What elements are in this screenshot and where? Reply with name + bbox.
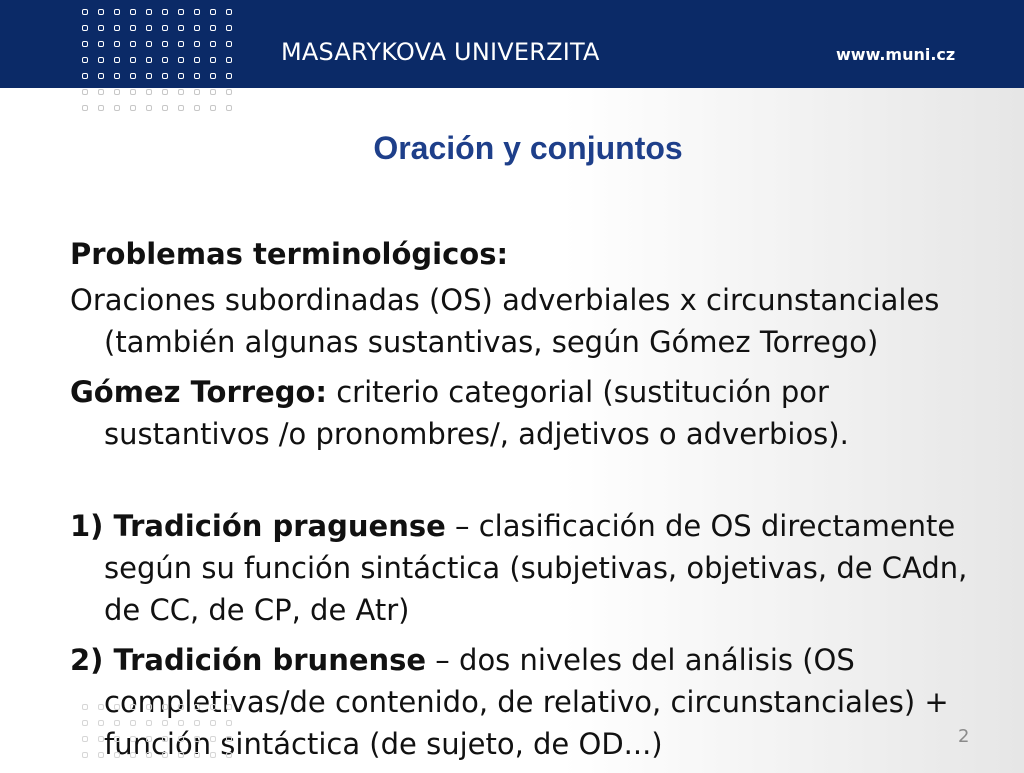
logo-dot: [146, 41, 152, 47]
logo-dot: [210, 9, 216, 15]
logo-dot: [178, 736, 184, 742]
logo-dot: [178, 704, 184, 710]
logo-dot: [194, 736, 200, 742]
logo-dot: [178, 720, 184, 726]
logo-dot: [146, 25, 152, 31]
logo-dot: [162, 752, 168, 758]
logo-dot: [114, 704, 120, 710]
logo-dot: [178, 89, 184, 95]
header-bar: [0, 0, 1024, 88]
logo-dot: [210, 720, 216, 726]
logo-dot: [162, 25, 168, 31]
university-url[interactable]: www.muni.cz: [836, 45, 956, 64]
logo-dot: [194, 720, 200, 726]
logo-dot: [210, 105, 216, 111]
logo-dot: [82, 25, 88, 31]
logo-dot: [146, 57, 152, 63]
logo-dot: [114, 25, 120, 31]
logo-dot: [114, 9, 120, 15]
logo-dot: [194, 57, 200, 63]
logo-dot: [114, 105, 120, 111]
logo-dot: [194, 704, 200, 710]
logo-dot: [210, 89, 216, 95]
logo-dot: [226, 57, 232, 63]
paragraph-text: criterio categorial (sustitución por sustantivos /o pronombres/, adjetivos o adverbios).: [104, 375, 849, 451]
logo-dot: [210, 73, 216, 79]
logo-dot: [194, 89, 200, 95]
logo-dot: [82, 73, 88, 79]
logo-dot: [162, 57, 168, 63]
logo-dot: [226, 752, 232, 758]
logo-dot: [146, 752, 152, 758]
logo-dot: [146, 720, 152, 726]
logo-dot: [194, 105, 200, 111]
paragraph-tradicion-praguense: [70, 505, 985, 631]
logo-dot: [114, 73, 120, 79]
paragraph-bold: 1) Tradición praguense: [70, 509, 446, 543]
logo-dot: [194, 9, 200, 15]
logo-dot: [162, 736, 168, 742]
logo-dot: [178, 25, 184, 31]
logo-dot: [162, 105, 168, 111]
logo-dot: [82, 9, 88, 15]
logo-dot: [114, 41, 120, 47]
logo-dot: [82, 41, 88, 47]
logo-dot: [98, 105, 104, 111]
logo-dot: [226, 41, 232, 47]
logo-dot: [146, 736, 152, 742]
logo-dot: [178, 105, 184, 111]
logo-dot: [98, 720, 104, 726]
paragraph-subordinate-clauses: [70, 279, 985, 363]
logo-dot: [226, 704, 232, 710]
logo-dot: [210, 41, 216, 47]
logo-dot: [98, 9, 104, 15]
logo-dot: [82, 89, 88, 95]
logo-dot: [114, 89, 120, 95]
page-number: 2: [958, 726, 970, 747]
logo-dot: [210, 57, 216, 63]
university-name: MASARYKOVA UNIVERZITA: [281, 38, 600, 66]
paragraph-text: Oraciones subordinadas (OS) adverbiales x circunstanciales (también algunas sustantivas, según Gómez Torrego): [70, 283, 940, 359]
logo-dot: [130, 9, 136, 15]
logo-dot: [210, 736, 216, 742]
logo-dot: [98, 736, 104, 742]
logo-dot: [98, 704, 104, 710]
logo-dot: [210, 704, 216, 710]
logo-dot: [146, 89, 152, 95]
logo-dot: [226, 89, 232, 95]
logo-dot: [210, 752, 216, 758]
slide-title: Oración y conjuntos: [373, 130, 683, 166]
logo-dot: [226, 105, 232, 111]
logo-dot: [210, 25, 216, 31]
footer-dot-grid: [78, 700, 238, 760]
logo-dot: [130, 41, 136, 47]
logo-dot: [178, 73, 184, 79]
logo-dot: [114, 720, 120, 726]
logo-dot: [98, 73, 104, 79]
logo-dot: [194, 73, 200, 79]
logo-dot: [146, 105, 152, 111]
logo-dot: [82, 704, 88, 710]
logo-dot: [98, 57, 104, 63]
logo-dot: [226, 73, 232, 79]
logo-dot: [162, 89, 168, 95]
logo-dot: [130, 105, 136, 111]
logo-dot: [130, 73, 136, 79]
logo-dot: [178, 41, 184, 47]
logo-dot: [114, 736, 120, 742]
logo-dot: [114, 752, 120, 758]
logo-dot: [130, 25, 136, 31]
logo-dot: [226, 25, 232, 31]
logo-dot: [82, 752, 88, 758]
logo-dot: [162, 73, 168, 79]
paragraph-terminology-heading: [70, 233, 985, 275]
logo-dot: [226, 736, 232, 742]
logo-dot: [98, 752, 104, 758]
logo-dot: [82, 736, 88, 742]
logo-dot: [162, 9, 168, 15]
logo-dot: [130, 736, 136, 742]
logo-dot: [82, 105, 88, 111]
logo-dot: [194, 752, 200, 758]
logo-dot: [82, 57, 88, 63]
logo-dot: [194, 41, 200, 47]
logo-dot: [162, 704, 168, 710]
logo-dot: [178, 9, 184, 15]
paragraph-bold: Gómez Torrego:: [70, 375, 327, 409]
paragraph-gomez-torrego: [70, 371, 985, 455]
slide-body: [70, 233, 985, 773]
logo-dot: [226, 9, 232, 15]
logo-dot: [194, 25, 200, 31]
paragraph-bold: 2) Tradición brunense: [70, 643, 427, 677]
logo-dot: [130, 89, 136, 95]
logo-dot: [146, 9, 152, 15]
logo-dot: [226, 720, 232, 726]
logo-dot: [146, 73, 152, 79]
logo-dot: [162, 720, 168, 726]
paragraph-text: – clasificación de OS directamente según su función sintáctica (subjetivas, objetivas, de CAdn, de CC, de CP, de Atr): [104, 509, 968, 627]
logo-dot: [130, 704, 136, 710]
logo-dot-grid: [78, 5, 238, 117]
paragraph-text: – dos niveles del análisis (OS completivas/de contenido, de relativo, circunstanciales) + función sintáctica (de sujeto, de OD...): [104, 643, 949, 761]
logo-dot: [98, 89, 104, 95]
logo-dot: [162, 41, 168, 47]
logo-dot: [98, 25, 104, 31]
logo-dot: [146, 704, 152, 710]
logo-dot: [130, 57, 136, 63]
paragraph-bold: Problemas terminológicos:: [70, 237, 509, 271]
logo-dot: [130, 720, 136, 726]
logo-dot: [178, 752, 184, 758]
logo-dot: [82, 720, 88, 726]
logo-dot: [130, 752, 136, 758]
logo-dot: [178, 57, 184, 63]
logo-dot: [98, 41, 104, 47]
logo-dot: [114, 57, 120, 63]
